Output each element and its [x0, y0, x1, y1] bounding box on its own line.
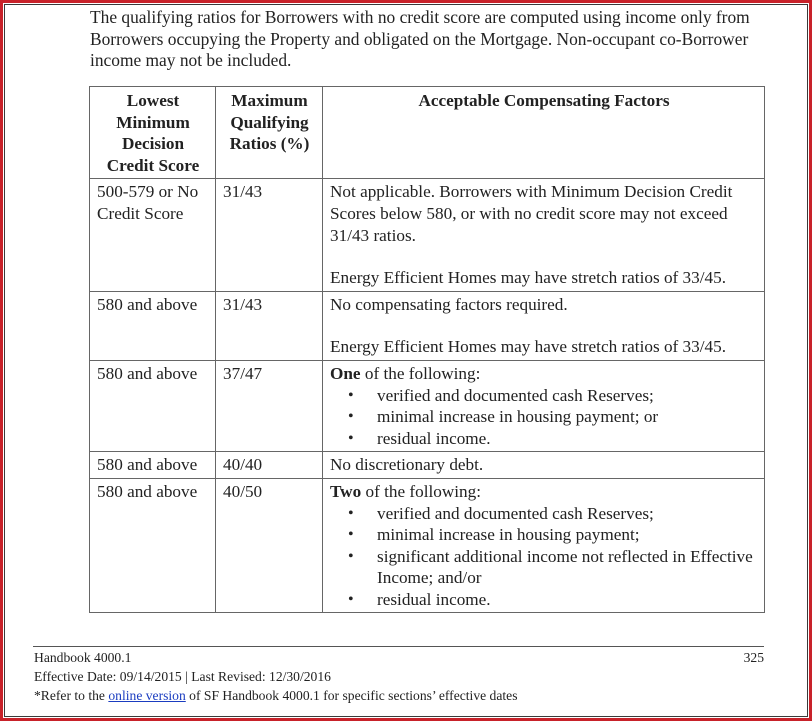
- qualifying-ratios-table: [89, 86, 765, 613]
- table-row: [90, 452, 765, 479]
- factors-cell: [323, 452, 765, 479]
- factor-bullet-list: [330, 503, 758, 611]
- credit-score-cell: 580 and above: [90, 291, 216, 360]
- factor-lead: [330, 363, 758, 385]
- table-header-row: [90, 87, 765, 179]
- factor-text: Energy Efficient Homes may have stretch ratios of 33/45.: [330, 337, 727, 357]
- header-compensating-factors: Acceptable Compensating Factors: [323, 87, 765, 179]
- factor-lead-count: Two: [330, 481, 362, 501]
- footer-note-suffix: of SF Handbook 4000.1 for specific sections’ effective dates: [185, 688, 518, 703]
- factor-bullet: • significant additional income not reflected in Effective Income; and/or: [348, 546, 758, 589]
- factor-bullet: • verified and documented cash Reserves;: [348, 385, 758, 407]
- factors-cell: [323, 478, 765, 613]
- factor-text: Energy Efficient Homes may have stretch ratios of 33/45.: [330, 268, 727, 288]
- factor-lead-text: of the following:: [361, 481, 482, 501]
- credit-score-cell: 500-579 or No Credit Score: [90, 179, 216, 291]
- credit-score-cell: 580 and above: [90, 452, 216, 479]
- factor-bullet: • minimal increase in housing payment;: [348, 524, 758, 546]
- header-qualifying-ratios: Maximum Qualifying Ratios (%): [216, 87, 323, 179]
- table-row: [90, 478, 765, 613]
- intro-paragraph: The qualifying ratios for Borrowers with no credit score are computed using income only from Borrowers occupying the Property and obligated on the Mortgage. Non-occupant co-Borrower income may not be included.: [90, 7, 750, 70]
- footer-top-row: [34, 648, 764, 667]
- ratios-cell: 31/43: [216, 179, 323, 291]
- ratios-cell: 31/43: [216, 291, 323, 360]
- footer-note: [34, 686, 764, 705]
- table-row: [90, 179, 765, 291]
- factor-bullet: • minimal increase in housing payment; or: [348, 406, 758, 428]
- factor-text: Not applicable. Borrowers with Minimum Decision Credit Scores below 580, or with no credit score may not exceed 31/43 ratios.: [330, 182, 733, 245]
- ratios-cell: 40/40: [216, 452, 323, 479]
- ratios-cell: 37/47: [216, 360, 323, 451]
- table-row: [90, 291, 765, 360]
- factor-bullet: • residual income.: [348, 589, 758, 611]
- header-credit-score: Lowest Minimum Decision Credit Score: [90, 87, 216, 179]
- factors-cell: [323, 360, 765, 451]
- factors-cell: [323, 291, 765, 360]
- factor-lead-text: of the following:: [360, 363, 481, 383]
- factor-bullet: • residual income.: [348, 428, 758, 450]
- footer-note-prefix: *Refer to the: [34, 688, 109, 703]
- factor-lead: [330, 481, 758, 503]
- handbook-label: Handbook 4000.1: [34, 650, 132, 665]
- factor-text: No compensating factors required.: [330, 294, 568, 314]
- factors-cell: [323, 179, 765, 291]
- factor-bullet: • verified and documented cash Reserves;: [348, 503, 758, 525]
- factor-bullet-list: [330, 385, 758, 450]
- footer-divider: [33, 646, 764, 647]
- credit-score-cell: 580 and above: [90, 360, 216, 451]
- ratios-cell: 40/50: [216, 478, 323, 613]
- page-footer: [34, 648, 764, 705]
- factor-lead-count: One: [330, 363, 361, 383]
- effective-dates: Effective Date: 09/14/2015 | Last Revised: 12/30/2016: [34, 669, 331, 684]
- online-version-link[interactable]: online version: [108, 688, 186, 703]
- page-number: 325: [743, 650, 764, 665]
- credit-score-cell: 580 and above: [90, 478, 216, 613]
- factor-text: No discretionary debt.: [330, 455, 484, 475]
- table-row: [90, 360, 765, 451]
